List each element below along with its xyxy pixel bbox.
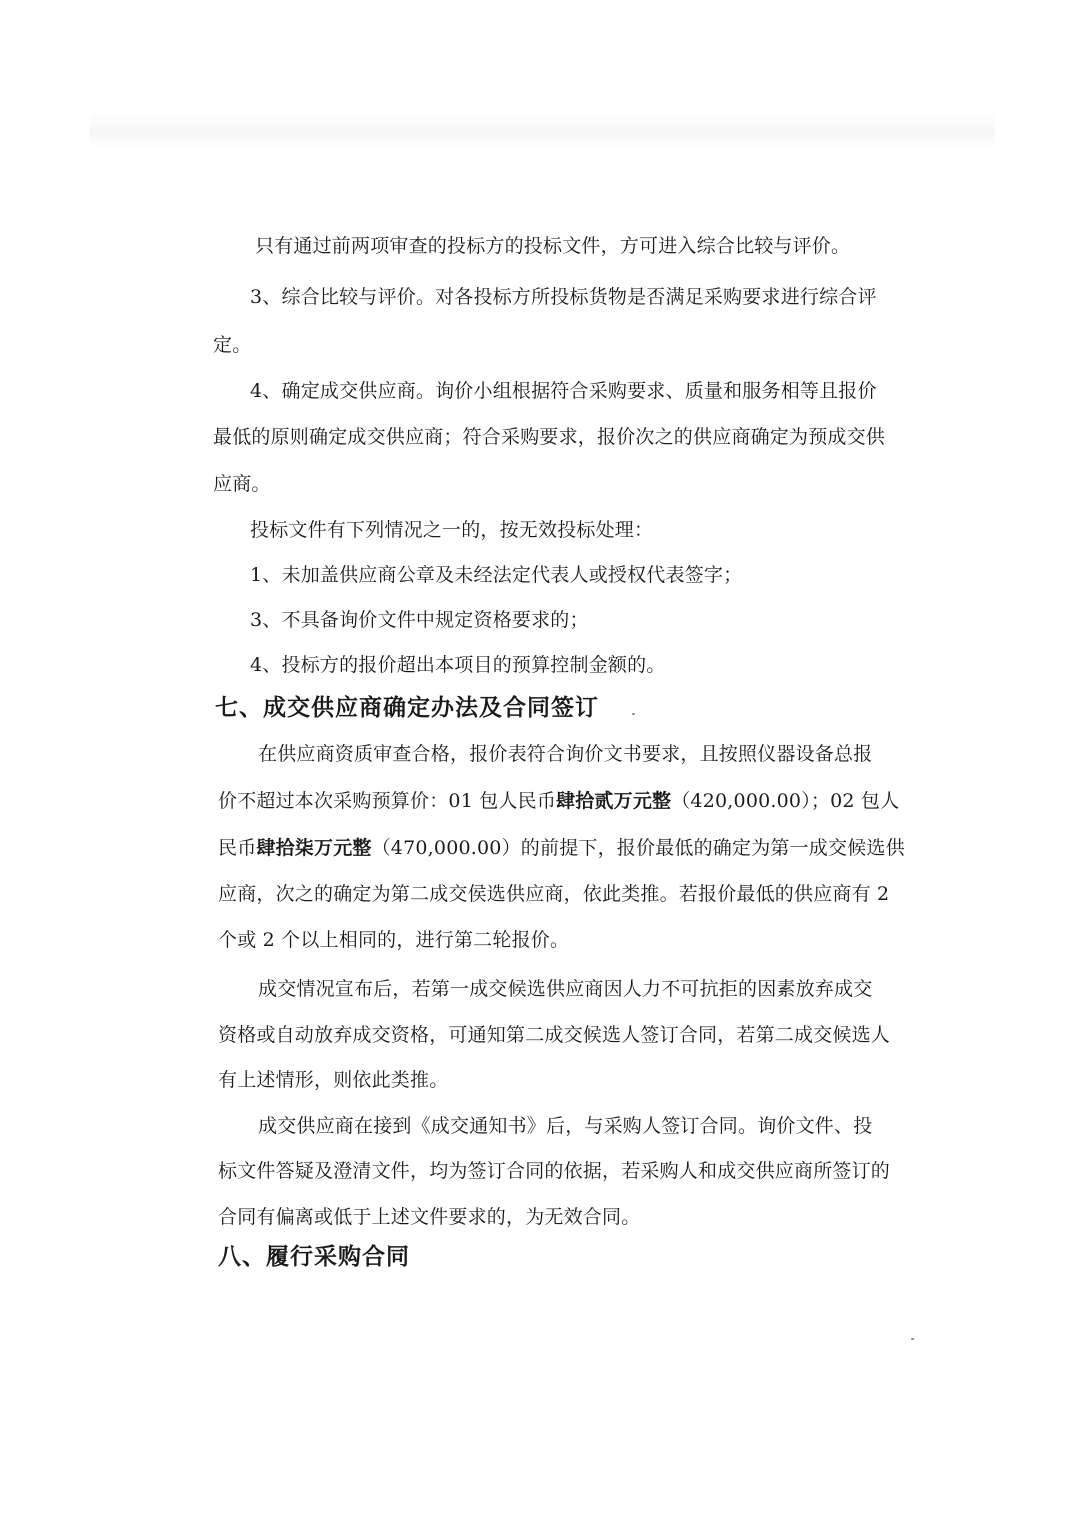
paragraph-line bbox=[218, 836, 905, 860]
scan-speck bbox=[911, 1338, 914, 1340]
paragraph-line: 投标文件有下列情况之一的，按无效投标处理： bbox=[250, 519, 654, 541]
paragraph-line: 成交情况宣布后，若第一成交候选供应商因人力不可抗拒的因素放弃成交 bbox=[258, 978, 873, 1000]
paragraph-line: 有上述情形，则依此类推。 bbox=[218, 1069, 449, 1091]
paragraph-line: 合同有偏离或低于上述文件要求的，为无效合同。 bbox=[218, 1206, 641, 1228]
paragraph-line: 应商，次之的确定为第二成交侯选供应商，依此类推。若报价最低的供应商有 2 bbox=[218, 883, 890, 905]
paragraph-line: 定。 bbox=[213, 334, 252, 356]
emphasized-amount: 肆拾柒万元整 bbox=[256, 837, 372, 859]
list-item: 1、未加盖供应商公章及未经法定代表人或授权代表签字； bbox=[250, 564, 743, 586]
text-run: 民币 bbox=[218, 837, 257, 859]
paragraph-line: 只有通过前两项审查的投标方的投标文件，方可进入综合比较与评价。 bbox=[255, 235, 851, 257]
section-heading: 八、履行采购合同 bbox=[218, 1244, 410, 1270]
paragraph-line: 最低的原则确定成交供应商；符合采购要求，报价次之的供应商确定为预成交供 bbox=[213, 426, 886, 448]
text-run: 价不超过本次采购预算价：01 包人民币 bbox=[218, 790, 557, 812]
text-run: （420,000.00）；02 包人 bbox=[671, 790, 900, 812]
list-item: 4、投标方的报价超出本项目的预算控制金额的。 bbox=[250, 654, 666, 676]
paragraph-line: 在供应商资质审查合格，报价表符合询价文书要求，且按照仪器设备总报 bbox=[258, 743, 873, 765]
scan-speck bbox=[632, 713, 635, 715]
section-heading: 七、成交供应商确定办法及合同签订 bbox=[215, 695, 599, 721]
paragraph-line: 应商。 bbox=[213, 473, 271, 495]
paragraph-line: 4、确定成交供应商。询价小组根据符合采购要求、质量和服务相等且报价 bbox=[250, 380, 877, 402]
scan-artifact-band bbox=[90, 112, 995, 150]
list-item: 3、不具备询价文件中规定资格要求的； bbox=[250, 609, 589, 631]
emphasized-amount: 肆拾贰万元整 bbox=[556, 790, 672, 812]
paragraph-line: 3、综合比较与评价。对各投标方所投标货物是否满足采购要求进行综合评 bbox=[250, 286, 877, 308]
text-run: （470,000.00）的前提下，报价最低的确定为第一成交候选供 bbox=[371, 837, 905, 859]
paragraph-line bbox=[218, 789, 899, 813]
paragraph-line: 标文件答疑及澄清文件，均为签订合同的依据，若采购人和成交供应商所签订的 bbox=[218, 1160, 891, 1182]
paragraph-line: 资格或自动放弃成交资格，可通知第二成交候选人签订合同，若第二成交候选人 bbox=[218, 1024, 891, 1046]
paragraph-line: 成交供应商在接到《成交通知书》后，与采购人签订合同。询价文件、投 bbox=[258, 1115, 873, 1137]
paragraph-line: 个或 2 个以上相同的，进行第二轮报价。 bbox=[218, 929, 570, 951]
